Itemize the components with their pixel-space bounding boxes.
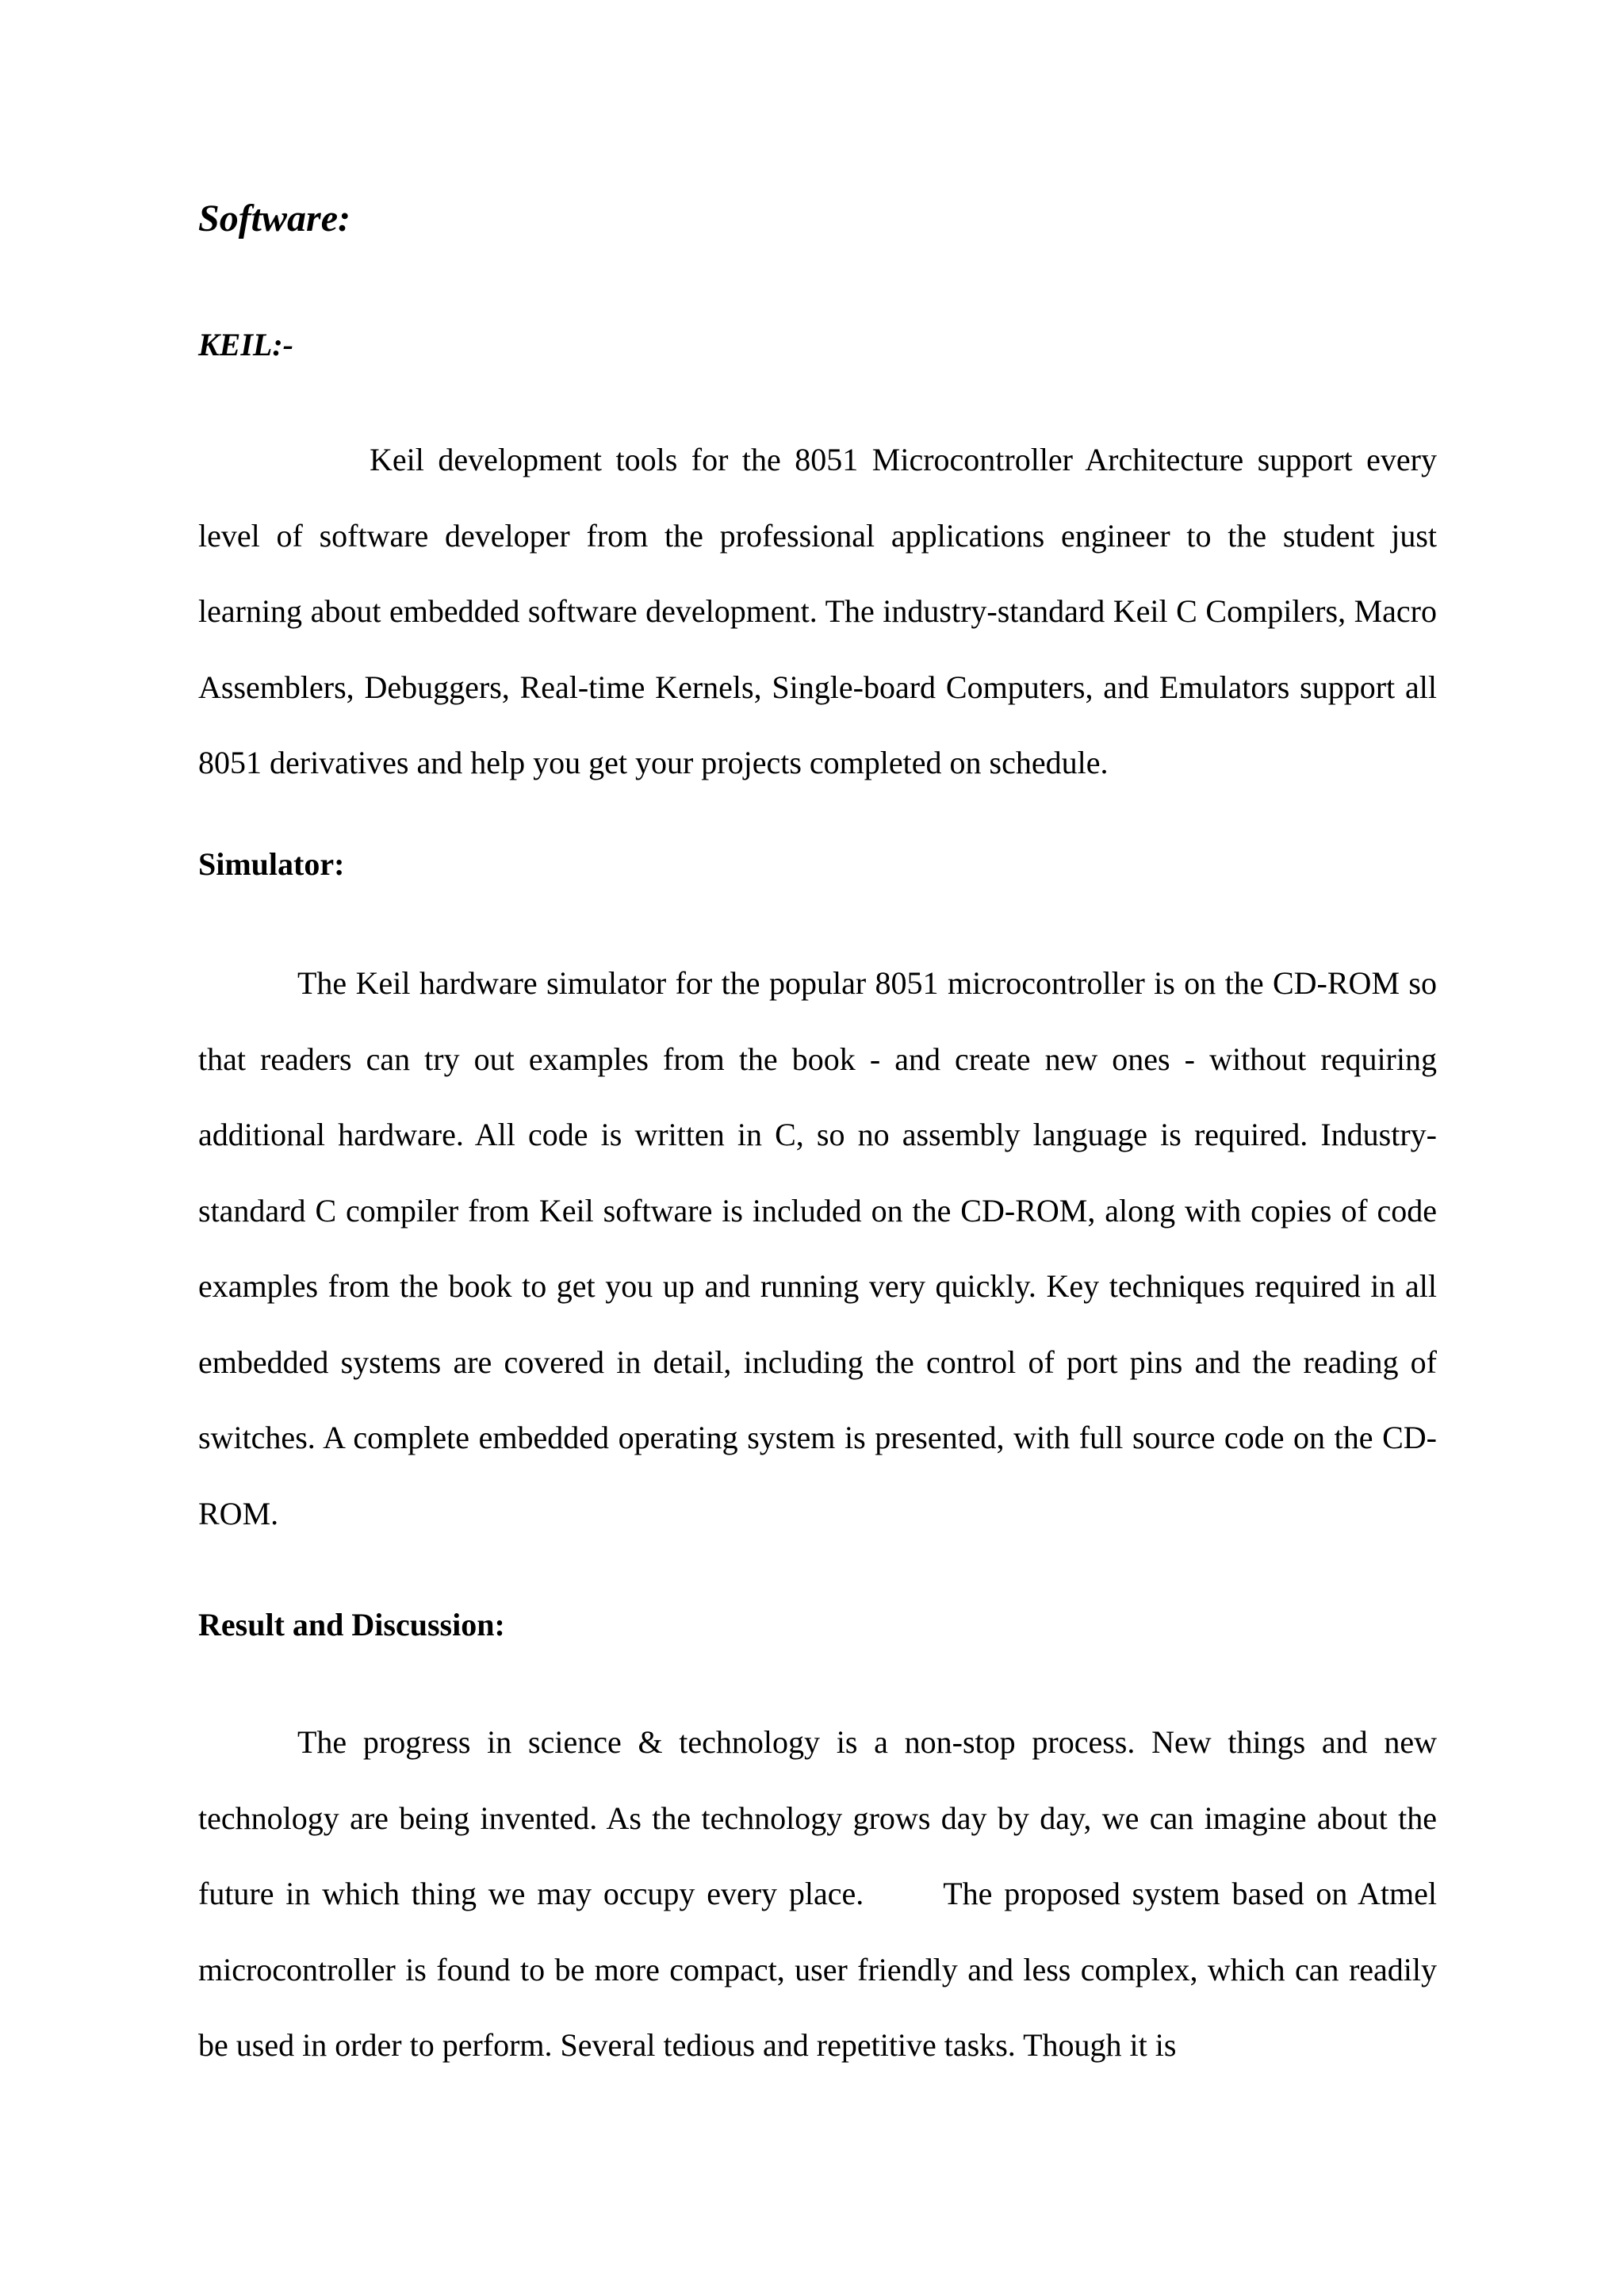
result-paragraph: [198, 1704, 1437, 2083]
simulator-paragraph: The Keil hardware simulator for the popular 8051 microcontroller is on the CD-ROM so that readers can try out examples from the book - and create new ones - without requiring additional hardware. All code is written in C, so no assembly language is required. Industry-standard C compiler from Keil software is included on the CD-ROM, along with copies of code examples from the book to get you up and running very quickly. Key techniques required in all embedded systems are covered in detail, including the control of port pins and the reading of switches. A complete embedded operating system is presented, with full source code on the CD-ROM.: [198, 965, 1437, 1531]
result-paragraph-part2: The proposed system based on Atmel microcontroller is found to be more compact, user friendly and less complex, which can readily be used in order to perform. Several tedious and repetitive tasks. Though it is: [198, 1876, 1437, 2063]
simulator-heading: Simulator:: [198, 846, 345, 882]
result-paragraph-part1: The progress in science & technology is a non-stop process. New things and new technology are being invented. As the technology grows day by day, we can imagine about the future in which thing we may occupy every place.: [198, 1724, 1437, 1911]
keil-paragraph: Keil development tools for the 8051 Microcontroller Architecture support every level of software developer from the professional applications engineer to the student just learning about embedded software development. The industry-standard Keil C Compilers, Macro Assemblers, Debuggers, Real-time Kernels, Single-board Computers, and Emulators support all 8051 derivatives and help you get your projects completed on schedule.: [198, 442, 1437, 780]
software-heading: Software:: [198, 197, 350, 240]
keil-heading: KEIL:-: [198, 327, 293, 362]
result-discussion-heading: Result and Discussion:: [198, 1607, 505, 1642]
